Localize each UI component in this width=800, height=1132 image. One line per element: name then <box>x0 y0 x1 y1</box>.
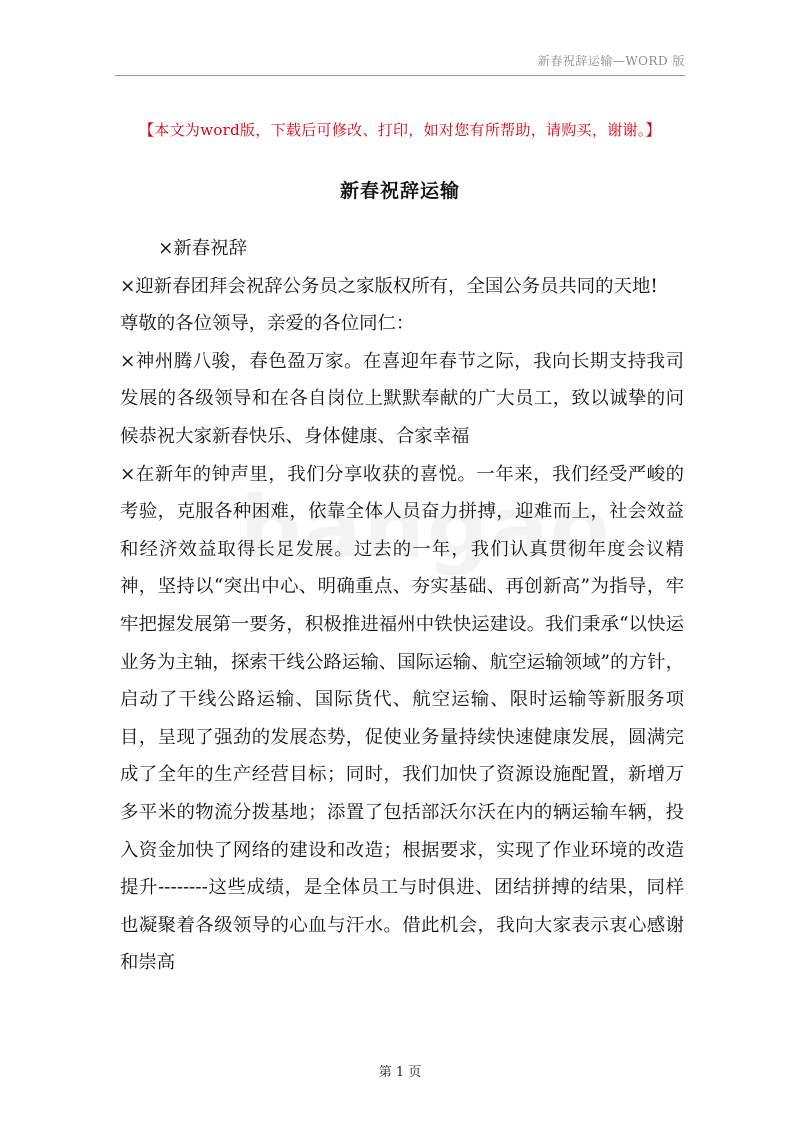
header-divider <box>115 75 685 76</box>
page-number: 第 1 页 <box>378 1065 422 1080</box>
paragraph: ×在新年的钟声里，我们分享收获的喜悦。一年来，我们经受严峻的考验，克服各种困难，依靠全体人员奋力拼搏，迎难而上，社会效益和经济效益取得长足发展。过去的一年，我们认真贯彻年度会议精神，坚持以“突出中心、明确重点、夯实基础、再创新高”为指导，牢牢把握发展第一要务，积极推进福州中铁快运建设。我们秉承“以快运业务为主轴，探索干线公路运输、国际运输、航空运输领域”的方针，启动了干线公路运输、国际货代、航空运输、限时运输等新服务项目，呈现了强劲的发展态势，促使业务量持续快速健康发展，圆满完成了全年的生产经营目标；同时，我们加快了资源设施配置，新增万多平米的物流分拨基地；添置了包括部沃尔沃在内的辆运输车辆，投入资金加快了网络的建设和改造；根据要求，实现了作业环境的改造提升--------这些成绩，是全体员工与时俱进、团结拼搏的结果，同样也凝聚着各级领导的心血与汗水。借此机会，我向大家表示衷心感谢和崇高 <box>120 463 684 974</box>
document-title: 新春祝辞运输 <box>339 180 460 202</box>
paragraph: ×迎新春团拜会祝辞公务员之家版权所有，全国公务员共同的天地! <box>120 275 658 297</box>
paragraph-subtitle: ×新春祝辞 <box>158 238 247 259</box>
running-header: 新春祝辞运输—WORD 版 <box>537 54 685 68</box>
paragraph-salutation: 尊敬的各位领导，亲爱的各位同仁： <box>120 313 415 335</box>
document-body <box>120 230 684 982</box>
word-version-notice: 【本文为word版，下载后可修改、打印，如对您有所帮助，请购买，谢谢。】 <box>139 121 661 139</box>
paragraph: ×神州腾八骏，春色盈万家。在喜迎年春节之际，我向长期支持我司发展的各级领导和在各自岗位上默默奉献的广大员工，致以诚挚的问候恭祝大家新春快乐、身体健康、合家幸福 <box>120 350 684 447</box>
